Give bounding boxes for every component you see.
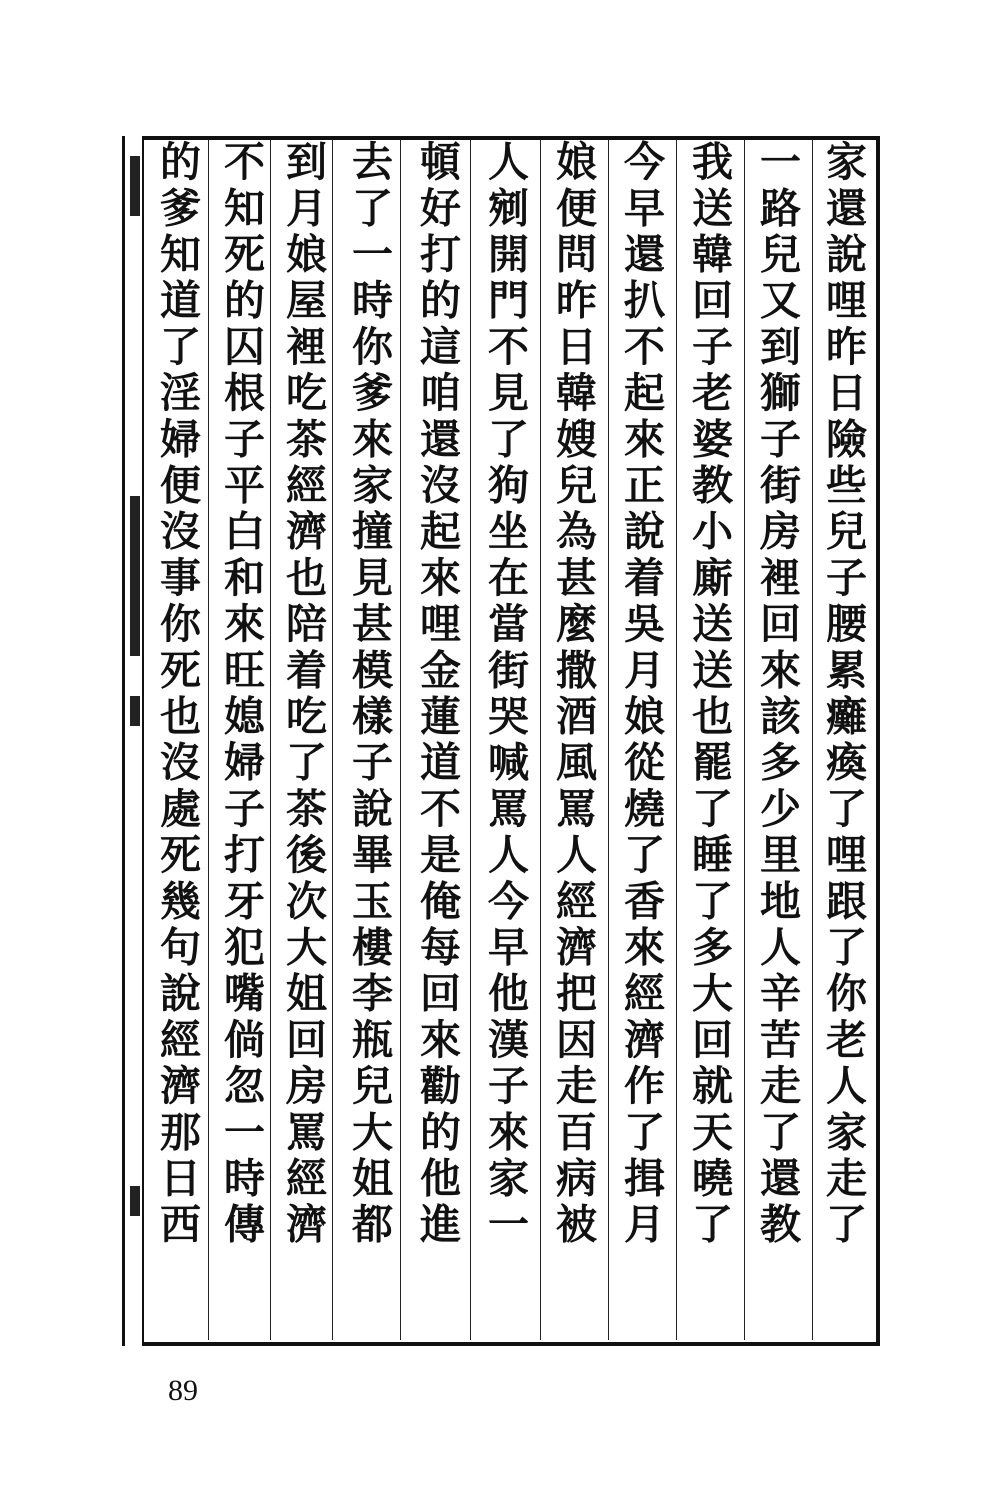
text-column-6	[480, 140, 530, 1340]
page-gutter	[122, 136, 144, 1346]
text-column-10	[216, 140, 266, 1340]
column-rule	[540, 140, 541, 1340]
column-text: 不知死的囚根子平白和來旺媳婦子打牙犯嘴倘忽一時傳	[217, 140, 265, 1249]
column-text: 去了一時你爹來家撞見甚模樣子說畢玉樓李瓶兒大姐都	[345, 140, 393, 1249]
column-rule	[332, 140, 333, 1340]
text-column-2	[752, 140, 802, 1340]
column-rule	[744, 140, 745, 1340]
text-column-3	[684, 140, 734, 1340]
column-rule	[400, 140, 401, 1340]
column-rule	[812, 140, 813, 1340]
text-column-11	[152, 140, 202, 1340]
column-rule	[470, 140, 471, 1340]
column-text: 人剜開門不見了狗坐在當街哭喊罵人今早他漢子來家一	[481, 140, 529, 1249]
column-text: 一路兒又到獅子街房裡回來該多少里地人辛苦走了還教	[753, 140, 801, 1249]
column-rule	[208, 140, 209, 1340]
text-column-7	[412, 140, 462, 1340]
text-column-8	[344, 140, 394, 1340]
column-text: 頓好打的這咱還沒起來哩金蓮道不是俺每回來勸的他進	[413, 140, 461, 1249]
gutter-mark	[130, 156, 140, 216]
column-text: 的爹知道了淫婦便沒事你死也沒處死幾句說經濟那日西	[153, 140, 201, 1249]
column-text: 今早還扒不起來正說着吳月娘從燒了香來經濟作了揖月	[617, 140, 665, 1249]
text-column-4	[616, 140, 666, 1340]
page-number: 89	[168, 1374, 198, 1407]
gutter-mark	[130, 696, 140, 726]
text-column-9	[278, 140, 328, 1340]
column-text: 娘便問昨日韓嫂兒為甚麼撒酒風罵人經濟把因走百病被	[549, 140, 597, 1249]
column-text: 家還說哩昨日險些兒子腰累癱瘓了哩跟了你老人家走了	[819, 140, 867, 1249]
column-rule	[676, 140, 677, 1340]
gutter-mark	[130, 1186, 140, 1216]
gutter-mark	[130, 496, 140, 656]
column-rule	[608, 140, 609, 1340]
text-column-1	[818, 140, 868, 1340]
column-text: 我送韓回子老婆教小廝送送也罷了睡了多大回就天曉了	[685, 140, 733, 1249]
column-rule	[270, 140, 271, 1340]
column-text: 到月娘屋裡吃茶經濟也陪着吃了茶後次大姐回房罵經濟	[279, 140, 327, 1249]
text-column-5	[548, 140, 598, 1340]
